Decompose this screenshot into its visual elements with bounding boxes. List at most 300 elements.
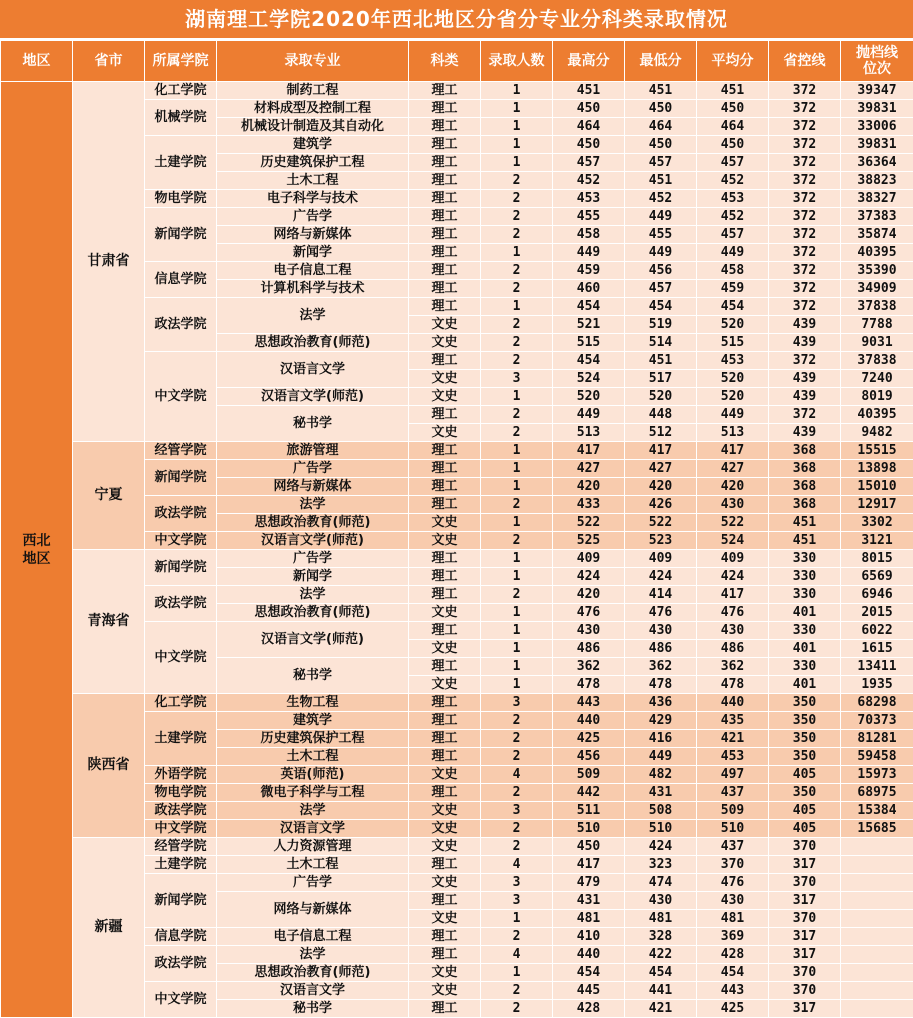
college-cell: 新闻学院 bbox=[145, 208, 217, 262]
min-score-cell: 452 bbox=[625, 190, 697, 208]
min-score-cell: 430 bbox=[625, 622, 697, 640]
avg-score-cell: 450 bbox=[697, 136, 769, 154]
major-cell: 土木工程 bbox=[217, 172, 409, 190]
category-cell: 文史 bbox=[409, 334, 481, 352]
avg-score-cell: 454 bbox=[697, 964, 769, 982]
avg-score-cell: 437 bbox=[697, 838, 769, 856]
rank-cell: 8015 bbox=[841, 550, 913, 568]
enrolled-cell: 3 bbox=[481, 694, 553, 712]
control-line-cell: 370 bbox=[769, 874, 841, 892]
control-line-cell: 372 bbox=[769, 100, 841, 118]
max-score-cell: 420 bbox=[553, 586, 625, 604]
college-cell: 中文学院 bbox=[145, 820, 217, 838]
college-cell: 物电学院 bbox=[145, 784, 217, 802]
avg-score-cell: 425 bbox=[697, 1000, 769, 1018]
max-score-cell: 433 bbox=[553, 496, 625, 514]
min-score-cell: 436 bbox=[625, 694, 697, 712]
avg-score-cell: 524 bbox=[697, 532, 769, 550]
category-cell: 理工 bbox=[409, 784, 481, 802]
enrolled-cell: 1 bbox=[481, 388, 553, 406]
max-score-cell: 428 bbox=[553, 1000, 625, 1018]
category-cell: 理工 bbox=[409, 154, 481, 172]
avg-score-cell: 476 bbox=[697, 874, 769, 892]
avg-score-cell: 440 bbox=[697, 694, 769, 712]
max-score-cell: 452 bbox=[553, 172, 625, 190]
rank-cell: 39831 bbox=[841, 100, 913, 118]
category-cell: 理工 bbox=[409, 280, 481, 298]
header-province: 省市 bbox=[73, 41, 145, 82]
rank-cell: 7240 bbox=[841, 370, 913, 388]
max-score-cell: 478 bbox=[553, 676, 625, 694]
rank-cell: 15973 bbox=[841, 766, 913, 784]
avg-score-cell: 459 bbox=[697, 280, 769, 298]
major-cell: 汉语言文学(师范) bbox=[217, 532, 409, 550]
enrolled-cell: 2 bbox=[481, 712, 553, 730]
enrolled-cell: 1 bbox=[481, 622, 553, 640]
major-cell: 人力资源管理 bbox=[217, 838, 409, 856]
rank-cell: 8019 bbox=[841, 388, 913, 406]
major-cell: 广告学 bbox=[217, 874, 409, 892]
major-cell: 旅游管理 bbox=[217, 442, 409, 460]
avg-score-cell: 424 bbox=[697, 568, 769, 586]
max-score-cell: 521 bbox=[553, 316, 625, 334]
enrolled-cell: 2 bbox=[481, 316, 553, 334]
min-score-cell: 522 bbox=[625, 514, 697, 532]
max-score-cell: 450 bbox=[553, 838, 625, 856]
avg-score-cell: 430 bbox=[697, 496, 769, 514]
control-line-cell: 372 bbox=[769, 244, 841, 262]
max-score-cell: 459 bbox=[553, 262, 625, 280]
college-cell: 中文学院 bbox=[145, 622, 217, 694]
rank-cell bbox=[841, 928, 913, 946]
min-score-cell: 426 bbox=[625, 496, 697, 514]
enrolled-cell: 1 bbox=[481, 964, 553, 982]
header-max-score: 最高分 bbox=[553, 41, 625, 82]
max-score-cell: 457 bbox=[553, 154, 625, 172]
college-cell: 物电学院 bbox=[145, 190, 217, 208]
control-line-cell: 368 bbox=[769, 496, 841, 514]
avg-score-cell: 520 bbox=[697, 388, 769, 406]
enrolled-cell: 2 bbox=[481, 1000, 553, 1018]
avg-score-cell: 457 bbox=[697, 226, 769, 244]
min-score-cell: 448 bbox=[625, 406, 697, 424]
avg-score-cell: 452 bbox=[697, 172, 769, 190]
enrolled-cell: 2 bbox=[481, 820, 553, 838]
enrolled-cell: 2 bbox=[481, 532, 553, 550]
min-score-cell: 420 bbox=[625, 478, 697, 496]
min-score-cell: 519 bbox=[625, 316, 697, 334]
rank-cell bbox=[841, 856, 913, 874]
category-cell: 理工 bbox=[409, 352, 481, 370]
college-cell: 政法学院 bbox=[145, 496, 217, 532]
rank-cell: 13411 bbox=[841, 658, 913, 676]
rank-cell: 35390 bbox=[841, 262, 913, 280]
avg-score-cell: 409 bbox=[697, 550, 769, 568]
category-cell: 文史 bbox=[409, 370, 481, 388]
rank-cell bbox=[841, 946, 913, 964]
control-line-cell: 439 bbox=[769, 334, 841, 352]
college-cell: 化工学院 bbox=[145, 694, 217, 712]
college-cell: 新闻学院 bbox=[145, 460, 217, 496]
enrolled-cell: 4 bbox=[481, 946, 553, 964]
province-cell: 宁夏 bbox=[73, 442, 145, 550]
rank-cell: 37838 bbox=[841, 352, 913, 370]
max-score-cell: 511 bbox=[553, 802, 625, 820]
province-cell: 新疆 bbox=[73, 838, 145, 1018]
enrolled-cell: 1 bbox=[481, 298, 553, 316]
header-control-line: 省控线 bbox=[769, 41, 841, 82]
category-cell: 文史 bbox=[409, 424, 481, 442]
enrolled-cell: 1 bbox=[481, 442, 553, 460]
header-category: 科类 bbox=[409, 41, 481, 82]
college-cell: 信息学院 bbox=[145, 262, 217, 298]
avg-score-cell: 464 bbox=[697, 118, 769, 136]
major-cell: 汉语言文学 bbox=[217, 352, 409, 388]
college-cell: 土建学院 bbox=[145, 856, 217, 874]
header-row bbox=[1, 41, 913, 82]
avg-score-cell: 486 bbox=[697, 640, 769, 658]
header-min-score: 最低分 bbox=[625, 41, 697, 82]
major-cell: 广告学 bbox=[217, 460, 409, 478]
category-cell: 理工 bbox=[409, 298, 481, 316]
rank-cell: 68298 bbox=[841, 694, 913, 712]
major-cell: 思想政治教育(师范) bbox=[217, 964, 409, 982]
category-cell: 文史 bbox=[409, 514, 481, 532]
max-score-cell: 456 bbox=[553, 748, 625, 766]
max-score-cell: 440 bbox=[553, 712, 625, 730]
control-line-cell: 372 bbox=[769, 82, 841, 100]
control-line-cell: 317 bbox=[769, 928, 841, 946]
header-college: 所属学院 bbox=[145, 41, 217, 82]
min-score-cell: 416 bbox=[625, 730, 697, 748]
major-cell: 电子信息工程 bbox=[217, 928, 409, 946]
enrolled-cell: 3 bbox=[481, 874, 553, 892]
category-cell: 理工 bbox=[409, 262, 481, 280]
rank-cell bbox=[841, 910, 913, 928]
region-cell: 西北地区 bbox=[1, 82, 73, 1018]
control-line-cell: 350 bbox=[769, 748, 841, 766]
avg-score-cell: 515 bbox=[697, 334, 769, 352]
avg-score-cell: 481 bbox=[697, 910, 769, 928]
category-cell: 文史 bbox=[409, 820, 481, 838]
province-cell: 青海省 bbox=[73, 550, 145, 694]
max-score-cell: 453 bbox=[553, 190, 625, 208]
max-score-cell: 515 bbox=[553, 334, 625, 352]
min-score-cell: 362 bbox=[625, 658, 697, 676]
category-cell: 文史 bbox=[409, 964, 481, 982]
rank-cell bbox=[841, 892, 913, 910]
enrolled-cell: 2 bbox=[481, 496, 553, 514]
rank-cell: 40395 bbox=[841, 244, 913, 262]
major-cell: 思想政治教育(师范) bbox=[217, 514, 409, 532]
rank-cell: 12917 bbox=[841, 496, 913, 514]
major-cell: 土木工程 bbox=[217, 748, 409, 766]
college-cell: 信息学院 bbox=[145, 928, 217, 946]
min-score-cell: 510 bbox=[625, 820, 697, 838]
control-line-cell: 401 bbox=[769, 604, 841, 622]
control-line-cell: 350 bbox=[769, 712, 841, 730]
min-score-cell: 474 bbox=[625, 874, 697, 892]
control-line-cell: 439 bbox=[769, 370, 841, 388]
max-score-cell: 451 bbox=[553, 82, 625, 100]
college-cell: 经管学院 bbox=[145, 442, 217, 460]
category-cell: 理工 bbox=[409, 496, 481, 514]
rank-cell: 34909 bbox=[841, 280, 913, 298]
control-line-cell: 372 bbox=[769, 136, 841, 154]
category-cell: 文史 bbox=[409, 802, 481, 820]
control-line-cell: 372 bbox=[769, 298, 841, 316]
category-cell: 理工 bbox=[409, 172, 481, 190]
control-line-cell: 405 bbox=[769, 802, 841, 820]
category-cell: 文史 bbox=[409, 640, 481, 658]
category-cell: 文史 bbox=[409, 838, 481, 856]
major-cell: 汉语言文学(师范) bbox=[217, 388, 409, 406]
category-cell: 理工 bbox=[409, 442, 481, 460]
control-line-cell: 439 bbox=[769, 424, 841, 442]
control-line-cell: 368 bbox=[769, 442, 841, 460]
category-cell: 理工 bbox=[409, 568, 481, 586]
avg-score-cell: 450 bbox=[697, 100, 769, 118]
control-line-cell: 317 bbox=[769, 946, 841, 964]
category-cell: 文史 bbox=[409, 316, 481, 334]
control-line-cell: 370 bbox=[769, 910, 841, 928]
major-cell: 法学 bbox=[217, 586, 409, 604]
category-cell: 理工 bbox=[409, 856, 481, 874]
major-cell: 土木工程 bbox=[217, 856, 409, 874]
table-row bbox=[1, 550, 913, 568]
control-line-cell: 372 bbox=[769, 406, 841, 424]
max-score-cell: 450 bbox=[553, 136, 625, 154]
enrolled-cell: 1 bbox=[481, 82, 553, 100]
max-score-cell: 417 bbox=[553, 442, 625, 460]
max-score-cell: 425 bbox=[553, 730, 625, 748]
avg-score-cell: 457 bbox=[697, 154, 769, 172]
min-score-cell: 451 bbox=[625, 352, 697, 370]
category-cell: 理工 bbox=[409, 712, 481, 730]
max-score-cell: 464 bbox=[553, 118, 625, 136]
avg-score-cell: 520 bbox=[697, 370, 769, 388]
rank-cell bbox=[841, 1000, 913, 1018]
category-cell: 文史 bbox=[409, 388, 481, 406]
college-cell: 新闻学院 bbox=[145, 874, 217, 928]
enrolled-cell: 2 bbox=[481, 586, 553, 604]
rank-cell: 38823 bbox=[841, 172, 913, 190]
admission-table bbox=[0, 40, 913, 1018]
max-score-cell: 524 bbox=[553, 370, 625, 388]
major-cell: 网络与新媒体 bbox=[217, 478, 409, 496]
control-line-cell: 330 bbox=[769, 586, 841, 604]
enrolled-cell: 2 bbox=[481, 172, 553, 190]
category-cell: 理工 bbox=[409, 226, 481, 244]
control-line-cell: 350 bbox=[769, 694, 841, 712]
major-cell: 历史建筑保护工程 bbox=[217, 730, 409, 748]
major-cell: 汉语言文学(师范) bbox=[217, 622, 409, 658]
category-cell: 文史 bbox=[409, 982, 481, 1000]
table-row bbox=[1, 442, 913, 460]
control-line-cell: 405 bbox=[769, 766, 841, 784]
major-cell: 法学 bbox=[217, 802, 409, 820]
category-cell: 理工 bbox=[409, 694, 481, 712]
major-cell: 建筑学 bbox=[217, 136, 409, 154]
enrolled-cell: 1 bbox=[481, 910, 553, 928]
min-score-cell: 449 bbox=[625, 244, 697, 262]
min-score-cell: 429 bbox=[625, 712, 697, 730]
major-cell: 秘书学 bbox=[217, 406, 409, 442]
min-score-cell: 455 bbox=[625, 226, 697, 244]
control-line-cell: 317 bbox=[769, 1000, 841, 1018]
max-score-cell: 486 bbox=[553, 640, 625, 658]
avg-score-cell: 430 bbox=[697, 892, 769, 910]
min-score-cell: 450 bbox=[625, 100, 697, 118]
max-score-cell: 417 bbox=[553, 856, 625, 874]
control-line-cell: 370 bbox=[769, 838, 841, 856]
max-score-cell: 454 bbox=[553, 352, 625, 370]
control-line-cell: 317 bbox=[769, 856, 841, 874]
category-cell: 理工 bbox=[409, 928, 481, 946]
rank-cell: 15010 bbox=[841, 478, 913, 496]
rank-cell: 37383 bbox=[841, 208, 913, 226]
rank-cell: 39831 bbox=[841, 136, 913, 154]
avg-score-cell: 417 bbox=[697, 442, 769, 460]
category-cell: 理工 bbox=[409, 748, 481, 766]
rank-cell: 68975 bbox=[841, 784, 913, 802]
rank-cell: 1935 bbox=[841, 676, 913, 694]
rank-cell: 40395 bbox=[841, 406, 913, 424]
major-cell: 新闻学 bbox=[217, 244, 409, 262]
control-line-cell: 368 bbox=[769, 478, 841, 496]
max-score-cell: 449 bbox=[553, 406, 625, 424]
min-score-cell: 454 bbox=[625, 298, 697, 316]
table-row bbox=[1, 694, 913, 712]
avg-score-cell: 443 bbox=[697, 982, 769, 1000]
min-score-cell: 482 bbox=[625, 766, 697, 784]
max-score-cell: 440 bbox=[553, 946, 625, 964]
control-line-cell: 372 bbox=[769, 280, 841, 298]
rank-cell: 33006 bbox=[841, 118, 913, 136]
avg-score-cell: 454 bbox=[697, 298, 769, 316]
major-cell: 网络与新媒体 bbox=[217, 226, 409, 244]
category-cell: 理工 bbox=[409, 550, 481, 568]
rank-cell: 37838 bbox=[841, 298, 913, 316]
enrolled-cell: 1 bbox=[481, 154, 553, 172]
min-score-cell: 424 bbox=[625, 838, 697, 856]
min-score-cell: 427 bbox=[625, 460, 697, 478]
rank-cell: 6022 bbox=[841, 622, 913, 640]
enrolled-cell: 1 bbox=[481, 514, 553, 532]
control-line-cell: 401 bbox=[769, 640, 841, 658]
min-score-cell: 414 bbox=[625, 586, 697, 604]
province-cell: 陕西省 bbox=[73, 694, 145, 838]
major-cell: 法学 bbox=[217, 496, 409, 514]
rank-cell: 36364 bbox=[841, 154, 913, 172]
rank-cell bbox=[841, 874, 913, 892]
rank-cell: 15685 bbox=[841, 820, 913, 838]
min-score-cell: 476 bbox=[625, 604, 697, 622]
enrolled-cell: 4 bbox=[481, 766, 553, 784]
avg-score-cell: 427 bbox=[697, 460, 769, 478]
min-score-cell: 486 bbox=[625, 640, 697, 658]
avg-score-cell: 522 bbox=[697, 514, 769, 532]
college-cell: 机械学院 bbox=[145, 100, 217, 136]
control-line-cell: 451 bbox=[769, 514, 841, 532]
avg-score-cell: 513 bbox=[697, 424, 769, 442]
control-line-cell: 368 bbox=[769, 460, 841, 478]
control-line-cell: 350 bbox=[769, 784, 841, 802]
control-line-cell: 372 bbox=[769, 226, 841, 244]
rank-cell: 13898 bbox=[841, 460, 913, 478]
major-cell: 历史建筑保护工程 bbox=[217, 154, 409, 172]
max-score-cell: 449 bbox=[553, 244, 625, 262]
min-score-cell: 328 bbox=[625, 928, 697, 946]
max-score-cell: 454 bbox=[553, 964, 625, 982]
category-cell: 理工 bbox=[409, 658, 481, 676]
enrolled-cell: 1 bbox=[481, 568, 553, 586]
avg-score-cell: 428 bbox=[697, 946, 769, 964]
control-line-cell: 370 bbox=[769, 964, 841, 982]
enrolled-cell: 1 bbox=[481, 118, 553, 136]
college-cell: 中文学院 bbox=[145, 532, 217, 550]
enrolled-cell: 2 bbox=[481, 208, 553, 226]
college-cell: 中文学院 bbox=[145, 352, 217, 442]
max-score-cell: 522 bbox=[553, 514, 625, 532]
max-score-cell: 420 bbox=[553, 478, 625, 496]
min-score-cell: 517 bbox=[625, 370, 697, 388]
rank-cell: 15515 bbox=[841, 442, 913, 460]
major-cell: 新闻学 bbox=[217, 568, 409, 586]
min-score-cell: 523 bbox=[625, 532, 697, 550]
max-score-cell: 455 bbox=[553, 208, 625, 226]
category-cell: 理工 bbox=[409, 460, 481, 478]
category-cell: 理工 bbox=[409, 208, 481, 226]
rank-cell: 70373 bbox=[841, 712, 913, 730]
min-score-cell: 449 bbox=[625, 208, 697, 226]
enrolled-cell: 1 bbox=[481, 460, 553, 478]
max-score-cell: 362 bbox=[553, 658, 625, 676]
category-cell: 理工 bbox=[409, 892, 481, 910]
avg-score-cell: 520 bbox=[697, 316, 769, 334]
avg-score-cell: 421 bbox=[697, 730, 769, 748]
category-cell: 理工 bbox=[409, 478, 481, 496]
major-cell: 英语(师范) bbox=[217, 766, 409, 784]
page-title: 湖南理工学院2020年西北地区分省分专业分科类录取情况 bbox=[0, 0, 913, 38]
major-cell: 机械设计制造及其自动化 bbox=[217, 118, 409, 136]
college-cell: 中文学院 bbox=[145, 982, 217, 1018]
max-score-cell: 409 bbox=[553, 550, 625, 568]
control-line-cell: 370 bbox=[769, 982, 841, 1000]
min-score-cell: 457 bbox=[625, 154, 697, 172]
min-score-cell: 424 bbox=[625, 568, 697, 586]
avg-score-cell: 437 bbox=[697, 784, 769, 802]
max-score-cell: 513 bbox=[553, 424, 625, 442]
header-rank: 抛档线位次 bbox=[841, 41, 913, 82]
avg-score-cell: 420 bbox=[697, 478, 769, 496]
college-cell: 政法学院 bbox=[145, 586, 217, 622]
enrolled-cell: 2 bbox=[481, 334, 553, 352]
control-line-cell: 372 bbox=[769, 352, 841, 370]
min-score-cell: 441 bbox=[625, 982, 697, 1000]
max-score-cell: 476 bbox=[553, 604, 625, 622]
rank-cell: 59458 bbox=[841, 748, 913, 766]
control-line-cell: 439 bbox=[769, 316, 841, 334]
control-line-cell: 405 bbox=[769, 820, 841, 838]
table-body bbox=[1, 82, 913, 1018]
province-cell: 甘肃省 bbox=[73, 82, 145, 442]
avg-score-cell: 449 bbox=[697, 244, 769, 262]
avg-score-cell: 478 bbox=[697, 676, 769, 694]
category-cell: 理工 bbox=[409, 946, 481, 964]
rank-cell: 1615 bbox=[841, 640, 913, 658]
header-region: 地区 bbox=[1, 41, 73, 82]
